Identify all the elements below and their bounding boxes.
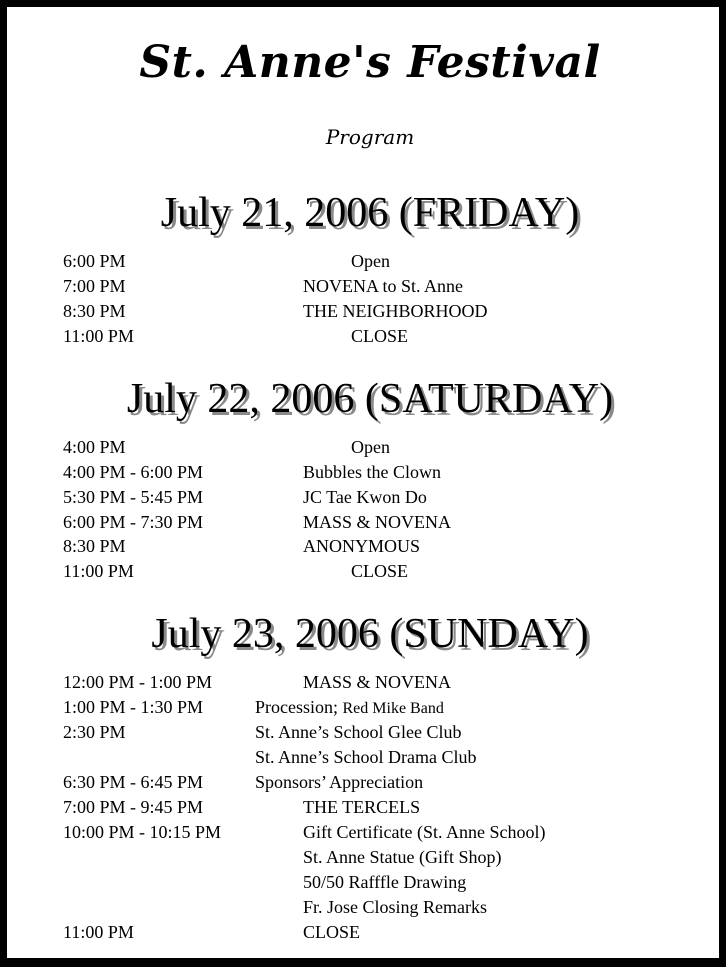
schedule-time: 4:00 PM [63, 437, 126, 457]
schedule-time: 8:30 PM [63, 301, 126, 321]
schedule-event: Fr. Jose Closing Remarks [303, 897, 488, 917]
schedule-event [255, 697, 444, 718]
schedule-event: 50/50 Rafffle Drawing [303, 872, 467, 892]
schedule-event: Sponsors’ Appreciation [255, 772, 424, 792]
schedule-row [7, 462, 726, 487]
schedule-time: 7:00 PM [63, 276, 126, 296]
schedule-event: St. Anne’s School Glee Club [255, 722, 462, 742]
schedule-row [7, 512, 726, 537]
schedule-row [7, 251, 726, 276]
schedule-row [7, 797, 726, 822]
schedule-event: Bubbles the Clown [303, 462, 441, 482]
schedule-event: CLOSE [351, 326, 409, 346]
page-subtitle: Program [325, 125, 415, 149]
schedule-row [7, 276, 726, 301]
schedule-event: Open [351, 437, 390, 457]
schedule-row [7, 697, 726, 722]
schedule-event: CLOSE [303, 922, 361, 942]
schedule-time: 11:00 PM [63, 326, 134, 346]
schedule-row [7, 561, 726, 586]
schedule-time: 5:30 PM - 5:45 PM [63, 487, 204, 507]
schedule-time: 2:30 PM [63, 722, 126, 742]
schedule-time: 10:00 PM - 10:15 PM [63, 822, 222, 842]
schedule-event: MASS & NOVENA [303, 672, 452, 692]
schedule-time: 12:00 PM - 1:00 PM [63, 672, 213, 692]
schedule-row [7, 326, 726, 351]
schedule-row [7, 536, 726, 561]
schedule-time: 11:00 PM [63, 561, 134, 581]
schedule-event: THE NEIGHBORHOOD [303, 301, 488, 321]
schedule-event: THE TERCELS [303, 797, 421, 817]
schedule-row [7, 872, 726, 897]
schedule-row [7, 437, 726, 462]
schedule-time: 7:00 PM - 9:45 PM [63, 797, 204, 817]
page-title: St. Anne's Festival [139, 37, 601, 88]
schedule-time: 8:30 PM [63, 536, 126, 556]
schedule-event: Open [351, 251, 390, 271]
schedule-time: 6:00 PM - 7:30 PM [63, 512, 204, 532]
schedule-time: 6:30 PM - 6:45 PM [63, 772, 204, 792]
day-heading-saturday: July 22, 2006 (SATURDAY) [126, 376, 614, 422]
schedule-event: St. Anne’s School Drama Club [255, 747, 477, 767]
schedule-row [7, 487, 726, 512]
schedule-row [7, 847, 726, 872]
schedule-row [7, 301, 726, 326]
schedule-event-extra: Red Mike Band [342, 700, 444, 717]
schedule-event: St. Anne Statue (Gift Shop) [303, 847, 502, 867]
schedule-row [7, 722, 726, 747]
schedule-event: NOVENA to St. Anne [303, 276, 464, 296]
schedule-row [7, 897, 726, 922]
schedule-time: 1:00 PM - 1:30 PM [63, 697, 204, 717]
schedule-row [7, 922, 726, 947]
day-heading-sunday: July 23, 2006 (SUNDAY) [151, 611, 589, 657]
schedule-event-main: Procession; [255, 697, 338, 717]
day-heading-friday: July 21, 2006 (FRIDAY) [160, 190, 580, 236]
schedule-row [7, 822, 726, 847]
schedule-event: JC Tae Kwon Do [303, 487, 427, 507]
schedule-row [7, 747, 726, 772]
schedule-event: MASS & NOVENA [303, 512, 452, 532]
schedule-time: 11:00 PM [63, 922, 134, 942]
schedule-event: CLOSE [351, 561, 409, 581]
schedule-time: 4:00 PM - 6:00 PM [63, 462, 204, 482]
schedule-row [7, 772, 726, 797]
schedule-event: ANONYMOUS [303, 536, 421, 556]
schedule-event: Gift Certificate (St. Anne School) [303, 822, 546, 842]
schedule-time: 6:00 PM [63, 251, 126, 271]
schedule-row [7, 672, 726, 697]
